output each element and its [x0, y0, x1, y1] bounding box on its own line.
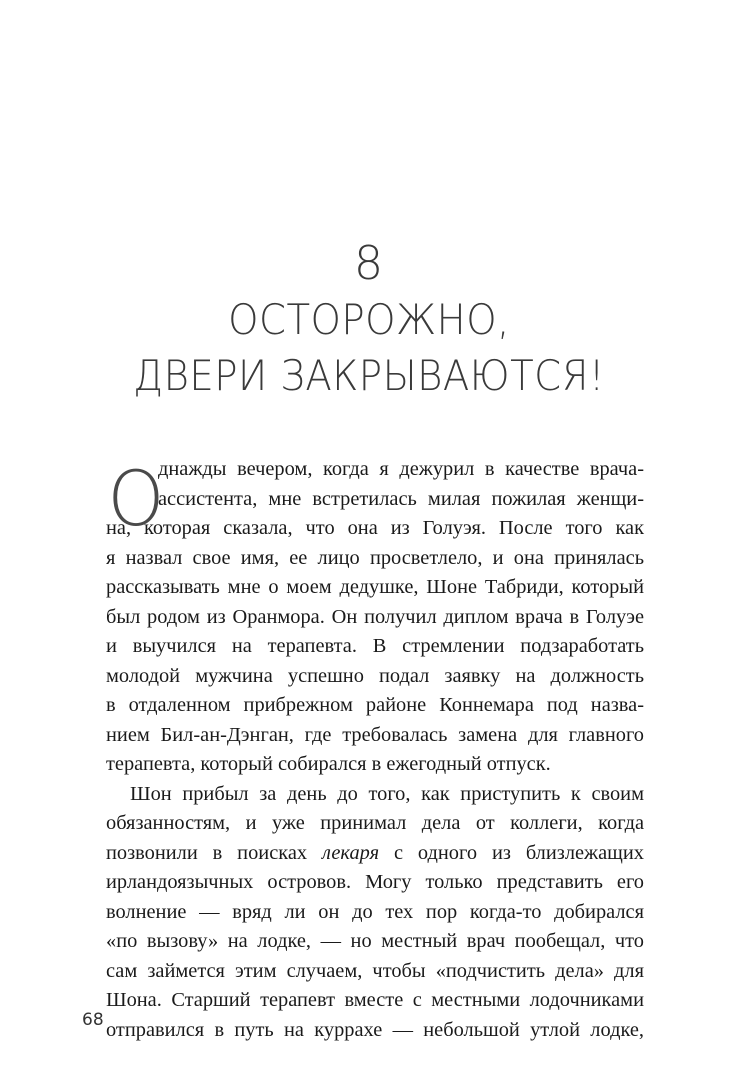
drop-cap: О	[107, 454, 165, 543]
text-line: и выучился на терапевта. В стремлении подзаработать	[106, 635, 644, 657]
paragraph-2	[106, 780, 644, 1046]
italic-word: лекаря	[321, 841, 380, 864]
text-line: ассистента, мне встретилась милая пожилая женщи-	[158, 487, 644, 510]
text-line: молодой мужчина успешно подал заявку на должность	[106, 664, 644, 687]
text-line: терапевта, который собирался в ежегодный отпуск.	[106, 753, 551, 775]
text-line: на, которая сказала, что она из Голуэя. После того как	[106, 517, 644, 539]
text-line: Шона. Старший терапевт вместе с местными лодочниками	[106, 989, 644, 1011]
text-run: позвонили в поисках	[106, 841, 322, 864]
chapter-title-line-2: ДВЕРИ ЗАКРЫВАЮТСЯ!	[133, 351, 605, 400]
text-line: Шон прибыл за день до того, как приступить к своим	[130, 782, 644, 805]
text-line: ирландоязычных островов. Могу только представить его	[106, 871, 644, 893]
paragraph-1	[106, 455, 644, 780]
body-text	[106, 455, 644, 1045]
chapter-number: 8	[353, 236, 385, 290]
text-line: в отдаленном прибрежном районе Коннемара под назва-	[106, 694, 644, 716]
text-line: обязанностям, и уже принимал дела от коллеги, когда	[106, 812, 644, 834]
text-line: был родом из Оранмора. Он получил диплом врача в Голуэе	[106, 605, 644, 628]
text-line: сам займется этим случаем, чтобы «подчистить дела» для	[106, 959, 644, 982]
page-number: 68	[82, 1010, 104, 1030]
text-line: «по вызову» на лодке, — но местный врач пообещал, что	[106, 930, 644, 952]
text-line: днажды вечером, когда я дежурил в качестве врача-	[158, 458, 644, 480]
text-line: волнение — вряд ли он до тех пор когда-то добирался	[106, 900, 644, 923]
text-run: с одного из близлежащих	[379, 841, 644, 864]
text-line	[106, 839, 644, 869]
text-line: нием Бил-ан-Дэнган, где требовалась замена для главного	[106, 723, 644, 746]
text-line: я назвал свое имя, ее лицо просветлело, и она принялась	[106, 546, 644, 569]
text-line: отправился в путь на куррахе — небольшой утлой лодке,	[106, 1018, 644, 1041]
chapter-heading	[0, 234, 738, 404]
text-line: рассказывать мне о моем дедушке, Шоне Табриди, который	[106, 576, 644, 598]
chapter-title-line-1: ОСТОРОЖНО,	[228, 295, 510, 344]
